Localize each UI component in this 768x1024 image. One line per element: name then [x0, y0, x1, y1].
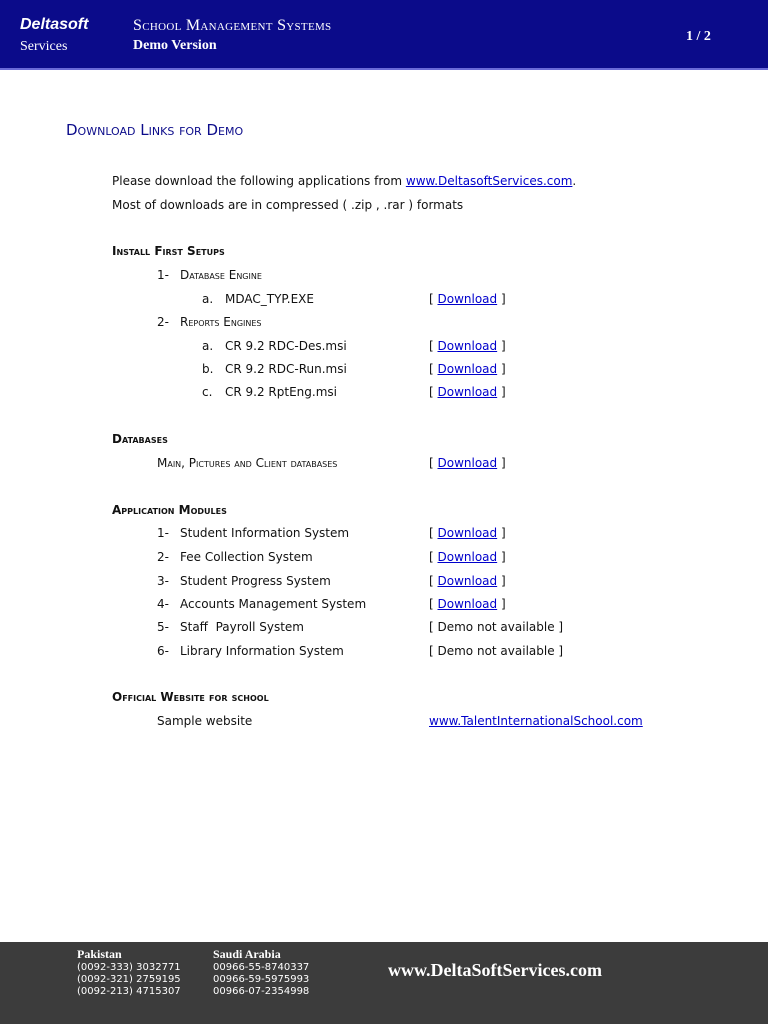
intro-text: Please download the following applications from: [112, 174, 406, 188]
download-rdc-run: [429, 362, 506, 376]
module-number: 1-: [157, 526, 169, 540]
download-link-student-progress[interactable]: Download: [437, 574, 498, 588]
report-item-letter: b.: [202, 362, 214, 376]
bracket-open: [: [429, 526, 438, 540]
module-number: 5-: [157, 620, 169, 634]
reports-engines-number: 2-: [157, 315, 169, 329]
bracket-close: ]: [497, 574, 506, 588]
bracket-close: ]: [497, 362, 506, 376]
footer-phone: 00966-07-2354998: [213, 986, 310, 997]
footer-phone: (0092-333) 3032771: [77, 962, 181, 973]
download-module-2: [429, 550, 506, 564]
module-name: Library Information System: [180, 644, 344, 658]
module-name: Student Progress System: [180, 574, 331, 588]
bracket-close: ]: [497, 597, 506, 611]
report-item-letter: a.: [202, 339, 214, 353]
module-name: Fee Collection System: [180, 550, 313, 564]
download-link-accounts[interactable]: Download: [437, 597, 498, 611]
module-name: Accounts Management System: [180, 597, 367, 611]
db-item-name: MDAC_TYP.EXE: [225, 292, 314, 306]
module-name: Student Information System: [180, 526, 350, 540]
module-status: [ Demo not available ]: [429, 644, 564, 658]
module-number: 3-: [157, 574, 169, 588]
report-item-name: CR 9.2 RDC-Des.msi: [225, 339, 347, 353]
deltasoft-link[interactable]: www.DeltasoftServices.com: [405, 174, 573, 188]
download-link-mdac[interactable]: Download: [437, 292, 498, 306]
bracket-close: ]: [497, 550, 506, 564]
download-link-student-info[interactable]: Download: [437, 526, 498, 540]
module-number: 6-: [157, 644, 169, 658]
footer-website: www.DeltaSoftServices.com: [388, 960, 602, 980]
bracket-open: [: [429, 574, 438, 588]
modules-heading: Application Modules: [112, 503, 227, 517]
school-website-link[interactable]: www.TalentInternationalSchool.com: [429, 714, 643, 728]
page-number: 1 / 2: [686, 29, 711, 44]
download-module-3: [429, 574, 506, 588]
bracket-open: [: [429, 385, 438, 399]
brand-subtitle: Services: [20, 39, 68, 54]
module-number: 2-: [157, 550, 169, 564]
download-link-rdc-des[interactable]: Download: [437, 339, 498, 353]
bracket-open: [: [429, 456, 438, 470]
database-engine-label: Database Engine: [180, 268, 262, 282]
website-label: Sample website: [157, 714, 253, 728]
footer-phone: 00966-55-8740337: [213, 962, 310, 973]
brand-name: Deltasoft: [20, 16, 89, 33]
bracket-close: ]: [497, 456, 506, 470]
footer-country-saudi: Saudi Arabia: [213, 947, 281, 961]
intro-period: .: [572, 174, 577, 188]
download-mdac: [429, 292, 506, 306]
bracket-close: ]: [497, 526, 506, 540]
intro-line-2: Most of downloads are in compressed ( .zip , .rar ) formats: [112, 198, 464, 212]
download-link-rdc-run[interactable]: Download: [437, 362, 498, 376]
download-module-1: [429, 526, 506, 540]
intro-line-1: [112, 174, 576, 188]
bracket-open: [: [429, 292, 438, 306]
header-bar: [0, 0, 768, 70]
download-rdc-des: [429, 339, 506, 353]
footer-phone: (0092-321) 2759195: [77, 974, 181, 985]
download-module-4: [429, 597, 506, 611]
databases-heading: Databases: [112, 432, 168, 446]
bracket-open: [: [429, 597, 438, 611]
website-heading: Official Website for school: [112, 690, 269, 704]
header-rule: [0, 68, 768, 70]
report-item-name: CR 9.2 RptEng.msi: [225, 385, 337, 399]
reports-engines-label: Reports Engines: [180, 315, 262, 329]
download-link-rpteng[interactable]: Download: [437, 385, 498, 399]
module-number: 4-: [157, 597, 169, 611]
footer-country-pakistan: Pakistan: [77, 947, 122, 961]
footer-phone: 00966-59-5975993: [213, 974, 310, 985]
databases-label: Main, Pictures and Client databases: [157, 456, 338, 470]
db-item-letter: a.: [202, 292, 214, 306]
database-engine-number: 1-: [157, 268, 169, 282]
document-subtitle: Demo Version: [133, 38, 217, 53]
module-status: [ Demo not available ]: [429, 620, 564, 634]
bracket-open: [: [429, 339, 438, 353]
document-title: School Management Systems: [133, 17, 332, 34]
bracket-close: ]: [497, 292, 506, 306]
download-link-fee-collection[interactable]: Download: [437, 550, 498, 564]
section-title: Download Links for Demo: [66, 121, 244, 139]
install-heading: Install First Setups: [112, 244, 225, 258]
bracket-close: ]: [497, 339, 506, 353]
footer-bar: [0, 942, 768, 1024]
download-link-databases[interactable]: Download: [437, 456, 498, 470]
module-name: Staff Payroll System: [180, 620, 304, 634]
download-rpteng: [429, 385, 506, 399]
download-databases: [429, 456, 506, 470]
bracket-close: ]: [497, 385, 506, 399]
report-item-name: CR 9.2 RDC-Run.msi: [225, 362, 347, 376]
bracket-open: [: [429, 362, 438, 376]
bracket-open: [: [429, 550, 438, 564]
footer-phone: (0092-213) 4715307: [77, 986, 181, 997]
report-item-letter: c.: [202, 385, 213, 399]
